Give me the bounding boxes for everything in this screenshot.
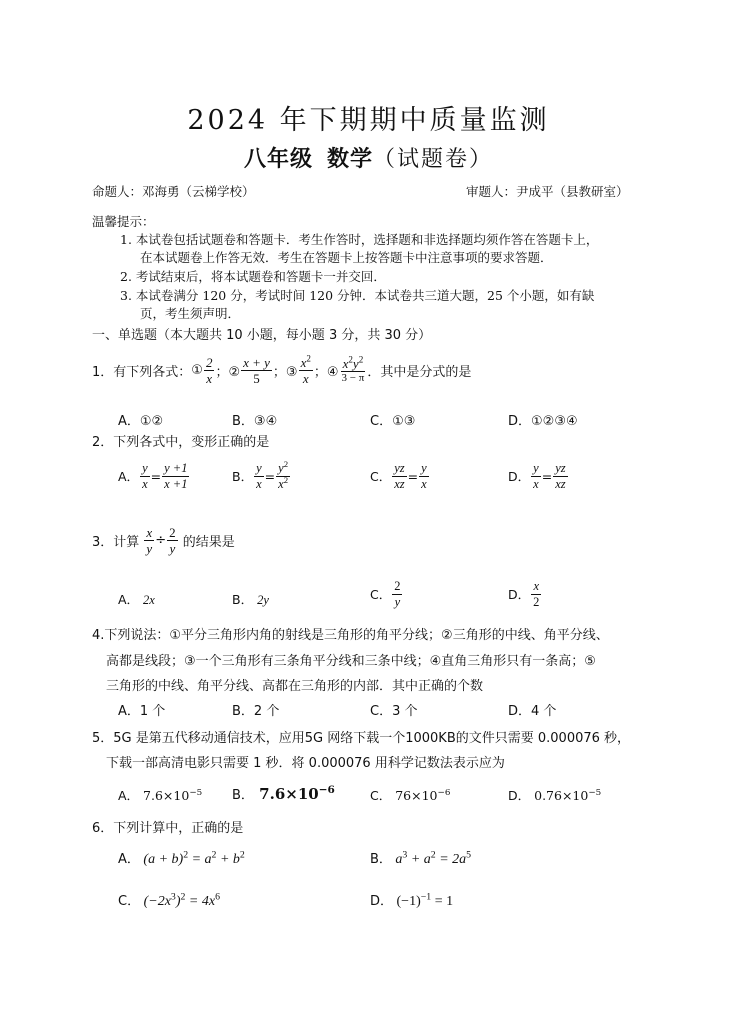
q3-option-a: A． 2x (118, 592, 155, 607)
question-4-line-2: 高都是线段；③一个三角形有三条角平分线和三条中线；④直角三角形只有一条高；⑤ (106, 654, 596, 669)
section-heading: 一、单选题（本大题共 10 小题，每小题 3 分，共 30 分） (92, 328, 432, 343)
q4-option-d: D．4 个 (508, 704, 557, 719)
q2-option-d: D． $\frac{y}{x}$ = $\frac{yz}{xz}$ (508, 461, 566, 491)
q4-option-b: B．2 个 (232, 704, 280, 719)
q6-option-c: C． $(-2x^3)^2 = 4x^6$ (118, 891, 220, 909)
q1-fraction-3: $\frac{x^2}{x}$ (300, 353, 311, 386)
exam-subtitle (0, 142, 737, 173)
paper-type: （试题卷） (373, 147, 494, 172)
q5-option-b: B． $7.6\times 10^{-6}$ (232, 784, 335, 803)
q4-option-c: C．3 个 (370, 704, 418, 719)
question-3: 3．计算 $\frac{x}{y}$ ÷ $\frac{2}{y}$ 的结果是 (92, 525, 235, 556)
question-5-line-1: 5．5G 是第五代移动通信技术，应用5G 网络下载一个1000KB的文件只需要 0.000076 秒， (92, 731, 631, 746)
question-2: 2．下列各式中，变形正确的是 (92, 435, 270, 450)
notice-item-1-cont: 在本试题卷上作答无效．考生在答题卡上按答题卡中注意事项的要求答题． (140, 250, 553, 265)
q6-option-a: A． $(a + b)^2 = a^2 + b^2$ (118, 849, 245, 867)
notice-item-3: 3. 本试卷满分 120 分，考试时间 120 分钟．本试卷共三道大题，25 个小题，如有缺 (120, 288, 595, 303)
grade-label: 八年级 (243, 146, 313, 172)
q3-option-b: B． 2y (232, 592, 269, 607)
q4-option-a: A．1 个 (118, 704, 166, 719)
notice-heading: 温馨提示： (92, 214, 155, 229)
q1-option-c: C．①③ (370, 414, 416, 429)
author-line: 命题人：邓海勇（云梯学校） (92, 184, 255, 199)
q3-option-c: C． $\frac{2}{y}$ (370, 579, 401, 609)
q5-option-a: A． $7.6\times 10^{-5}$ (118, 787, 203, 803)
question-4-line-1: 4.下列说法：①平分三角形内角的射线是三角形的角平分线；②三角形的中线、角平分线、 (92, 628, 609, 643)
q6-option-b: B． $a^3 + a^2 = 2a^5$ (370, 849, 472, 867)
q1-option-a: A．①② (118, 414, 164, 429)
q5-option-c: C． $76\times 10^{-6}$ (370, 787, 451, 803)
q2-option-a: A． $\frac{y}{x}$ = $\frac{y +1}{x +1}$ (118, 461, 188, 491)
q6-option-d: D． $(-1)^{-1} = 1$ (370, 891, 454, 909)
exam-title: 2024 年下期期中质量监测 (187, 105, 550, 136)
question-5-line-2: 下载一部高清电影只需要 1 秒．将 0.000076 用科学记数法表示应为 (106, 756, 505, 771)
notice-item-1: 1. 本试卷包括试题卷和答题卡．考生作答时，选择题和非选择题均须作答在答题卡上， (120, 232, 599, 247)
q3-option-d: D． $\frac{x}{2}$ (508, 579, 540, 609)
q2-option-c: C． $\frac{yz}{xz}$ = $\frac{y}{x}$ (370, 461, 427, 491)
q1-fraction-4: $\frac{x^2y^2}{3 - \pi}$ (341, 354, 365, 384)
q1-fraction-1: $\frac{2}{x}$ (205, 355, 213, 386)
question-4-line-3: 三角形的中线、角平分线、高都在三角形的内部．其中正确的个数 (106, 679, 484, 694)
q1-option-d: D．①②③④ (508, 414, 578, 429)
q5-option-d: D． $0.76\times 10^{-5}$ (508, 787, 602, 803)
question-1: 1．有下列各式： ① $\frac{2}{x}$ ；② $\frac{x + y}{5}$ ；③ $\frac{x^2}{x}$ ；④ $\frac{x^2y^2}{3 - \pi}$ ．其中是分式的是 (92, 353, 472, 386)
q2-option-b: B． $\frac{y}{x}$ = $\frac{y^2}{x^2}$ (232, 458, 289, 491)
question-6: 6．下列计算中，正确的是 (92, 821, 244, 836)
subject-label: 数学 (326, 146, 373, 172)
notice-item-2: 2. 考试结束后，将本试题卷和答题卡一并交回． (120, 269, 386, 284)
notice-item-3-cont: 页，考生须声明． (140, 306, 241, 321)
q1-option-b: B．③④ (232, 414, 278, 429)
q1-fraction-2: $\frac{x + y}{5}$ (243, 355, 270, 386)
reviewer-line: 审题人：尹成平（县教研室） (466, 184, 629, 199)
